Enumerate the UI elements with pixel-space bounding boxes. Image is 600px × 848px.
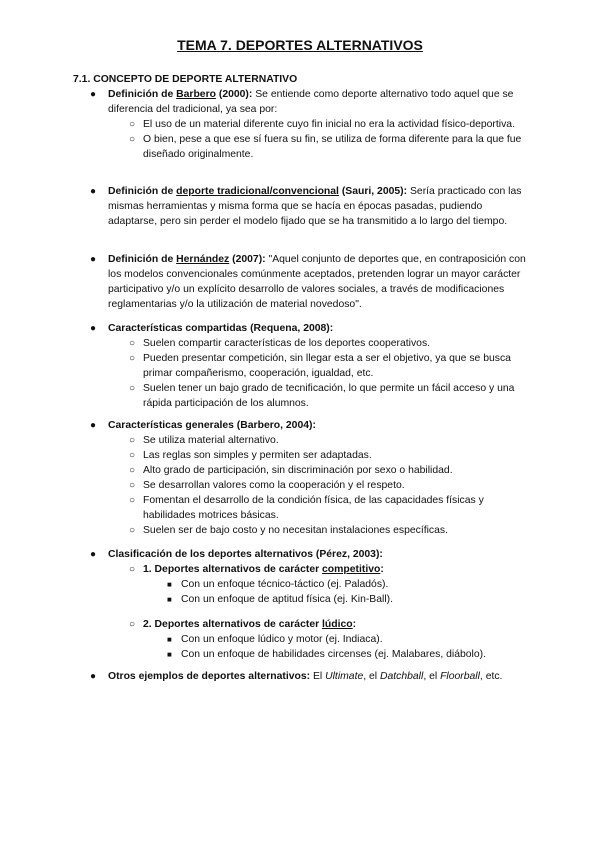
definition-barbero: ● Definición de Barbero (2000): Se entiende como deporte alternativo todo aquel que se diferencia del tradicional, ya sea por: ○ El uso de un material diferente cuyo fin inicial no era la actividad físico-deportiva. ○ O bien, pese a que ese sí fuera su fin, se utiliza de forma diferente para la que fue diseñado originalmente.	[108, 87, 528, 162]
list-item: ○ O bien, pese a que ese sí fuera su fin, se utiliza de forma diferente para la que fue diseñado originalmente.	[129, 134, 522, 160]
page-title: TEMA 7. DEPORTES ALTERNATIVOS	[177, 37, 423, 53]
list-item: ■ Con un enfoque de aptitud física (ej. Kin-Ball).	[167, 594, 393, 605]
list-item: ■ Con un enfoque lúdico y motor (ej. Indiaca).	[167, 634, 383, 645]
list-item: ○ Se utiliza material alternativo.	[129, 435, 279, 446]
classification-group-ludic: ○ 2. Deportes alternativos de carácter lúdico:	[129, 619, 357, 630]
circle-bullet-icon: ○	[129, 619, 136, 630]
list-item: ○ Suelen ser de bajo costo y no necesitan instalaciones específicas.	[129, 525, 448, 536]
shared-characteristics: ● Características compartidas (Requena, 2008): ○ Suelen compartir características de los deportes cooperativos. ○ Pueden presentar competición, sin llegar esta a ser el objetivo, ya que se busca primar compañerismo, cooperación, igualdad, etc. ○ Suelen tener un bajo grado de tecnificación, lo que permite un fácil acceso y una rápida participación de los alumnos.	[108, 321, 528, 411]
square-bullet-icon: ■	[167, 650, 172, 659]
list-item: ○ Suelen compartir características de los deportes cooperativos.	[129, 338, 431, 349]
bullet-icon: ●	[90, 549, 97, 560]
circle-bullet-icon: ○	[129, 525, 136, 536]
circle-bullet-icon: ○	[129, 564, 136, 575]
circle-bullet-icon: ○	[129, 338, 136, 349]
square-bullet-icon: ■	[167, 635, 172, 644]
list-item: ○ Se desarrollan valores como la cooperación y el respeto.	[129, 480, 405, 491]
circle-bullet-icon: ○	[129, 119, 136, 130]
general-characteristics: ● Características generales (Barbero, 2004): ○ Se utiliza material alternativo. ○ Las reglas son simples y permiten ser adaptadas. ○ Alto grado de participación, sin discriminación por sexo o habilidad. ○ Se desarrollan valores como la cooperación y el respeto. ○ Fomentan el desarrollo de la condición física, de las capacidades físicas y habilidades motrices básicas. ○ Suelen ser de bajo costo y no necesitan instalaciones específicas.	[108, 418, 528, 538]
circle-bullet-icon: ○	[129, 435, 136, 446]
list-item: ■ Con un enfoque de habilidades circenses (ej. Malabares, diábolo).	[167, 649, 486, 660]
definition-traditional: ● Definición de deporte tradicional/convencional (Sauri, 2005): Sería practicado con las mismas herramientas y misma forma que se hacía en épocas pasadas, pudiendo adaptarse, pero sin perder el modelo fijado que se ha transmitido a lo largo del tiempo.	[90, 186, 522, 227]
square-bullet-icon: ■	[167, 580, 172, 589]
list-item: ○ Suelen tener un bajo grado de tecnificación, lo que permite un fácil acceso y una rápida participación de los alumnos.	[129, 383, 515, 409]
bullet-icon: ●	[90, 420, 97, 431]
circle-bullet-icon: ○	[129, 134, 136, 145]
list-item: ○ Alto grado de participación, sin discriminación por sexo o habilidad.	[129, 465, 453, 476]
list-item: ○ Fomentan el desarrollo de la condición física, de las capacidades físicas y habilidades motrices básicas.	[129, 495, 484, 521]
bullet-icon: ●	[90, 323, 97, 334]
definition-hernandez: ● Definición de Hernández (2007): "Aquel conjunto de deportes que, en contraposición con los modelos convencionales comúnmente aceptados, pretenden lograr un mayor carácter participativo y/o un explícito desarrollo de valores sociales, a través de modificaciones reglamentarias y/o la utilización de material novedoso".	[90, 254, 526, 310]
section-heading: 7.1. CONCEPTO DE DEPORTE ALTERNATIVO	[73, 74, 298, 85]
list-item: ○ Pueden presentar competición, sin llegar esta a ser el objetivo, ya que se busca primar compañerismo, cooperación, igualdad, etc.	[129, 353, 511, 379]
bullet-icon: ●	[90, 254, 97, 265]
bullet-icon: ●	[90, 671, 97, 682]
bullet-icon: ●	[90, 89, 97, 100]
list-item: ○ Las reglas son simples y permiten ser adaptadas.	[129, 450, 372, 461]
classification-group-competitive: ○ 1. Deportes alternativos de carácter competitivo:	[129, 564, 384, 575]
circle-bullet-icon: ○	[129, 383, 136, 394]
bullet-icon: ●	[90, 186, 97, 197]
other-examples: ● Otros ejemplos de deportes alternativos: El Ultimate, el Datchball, el Floorball, etc.	[90, 671, 503, 682]
circle-bullet-icon: ○	[129, 495, 136, 506]
circle-bullet-icon: ○	[129, 353, 136, 364]
classification: ● Clasificación de los deportes alternativos (Pérez, 2003): ○ 1. Deportes alternativos de carácter competitivo: ■ Con un enfoque técnico-táctico (ej. Paladós). ■ Con un enfoque de aptitud física (ej. Kin-Ball). ○ 2. Deportes alternativos de carácter lúdico: ■ Con un enfoque lúdico y motor (ej. Indiaca). ■ Con un enfoque de habilidades circenses (ej. Malabares, diábolo).	[108, 547, 528, 662]
square-bullet-icon: ■	[167, 595, 172, 604]
circle-bullet-icon: ○	[129, 465, 136, 476]
circle-bullet-icon: ○	[129, 480, 136, 491]
list-item: ■ Con un enfoque técnico-táctico (ej. Paladós).	[167, 579, 389, 590]
circle-bullet-icon: ○	[129, 450, 136, 461]
list-item: ○ El uso de un material diferente cuyo fin inicial no era la actividad físico-deportiva.	[129, 119, 515, 130]
